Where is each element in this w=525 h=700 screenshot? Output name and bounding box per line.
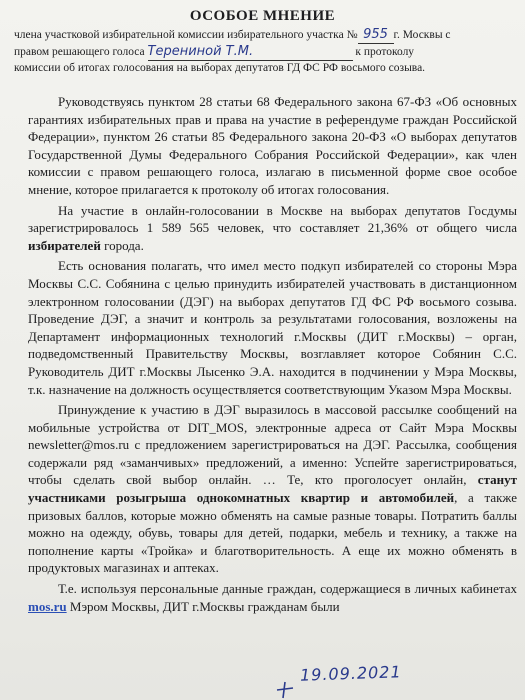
bold-prize-draw: станут участниками розыгрыша однокомнатных квартир и автомобилей — [28, 472, 517, 506]
paragraph-bribery-claim: Есть основания полагать, что имел место подкуп избирателей со стороны Мэра Москвы С.С. Собянина с целью принудить избирателей участвовать в дистанционном электронном голосовании (ДЭГ) на выборах депутатов ГД ФС РФ восьмого созыва. Проведение ДЭГ, а значит и контроль за результатами голосования, возложены на Департамент информационных технологий г.Москвы (ДИТ г.Москвы) – орган, подведомственный Правительству Москвы, возглавляет которое Собянин С.С. Руководитель ДИТ г.Москвы Лысенко Э.А. находится в подчинении у Мэра Москвы, т.к. назначение на должность осуществляется соответствующим Указом Мэра Москвы. — [28, 258, 517, 397]
document-title: ОСОБОЕ МНЕНИЕ — [189, 8, 336, 24]
handwritten-member-name: Терениной Т.М. — [148, 43, 353, 61]
header-text: правом решающего голоса — [14, 46, 145, 58]
mos-ru-link[interactable]: mos.ru — [28, 598, 67, 614]
bold-voters: избирателей — [28, 237, 101, 253]
paragraph-mass-mailing: Принуждение к участию в ДЭГ выразилось в массовой рассылке сообщений на мобильные устройства от DIT_MOS, электронные адреса от Сайт Мэра Москвы newsletter@mos.ru с предложением зарегистрироваться на ДЭГ. Рассылка, сообщения содержали ряд «заманчивых» предложений, а именно: Успейте зарегистрироваться, чтобы сделать свой выбор онлайн. … Те, кто проголосует онлайн, станут участниками розыгрыша однокомнатных квартир и автомобилей, а также призовых баллов, которые можно обменять на самые разные товары. Потратить баллы можно на одежду, обувь, товары для детей, подарки, мебель и технику, а также на пополнение карты «Тройка» и благотворительность. А еще их можно обменять в продуктовых магазинах и аптеках. — [28, 402, 517, 576]
signature-icon — [255, 680, 325, 700]
header-line-2 — [14, 43, 515, 61]
document-body — [28, 93, 517, 618]
header-text: г. Москвы с — [393, 29, 451, 41]
header-line-1 — [14, 26, 515, 44]
header-text: члена участковой избирательной комиссии избирательного участка № — [14, 29, 358, 41]
handwritten-station-number: 955 — [358, 26, 394, 44]
header-line-3: комиссии об итогах голосования на выборах депутатов ГД ФС РФ восьмого созыва. — [14, 62, 426, 74]
paragraph-legal-basis: Руководствуясь пунктом 28 статьи 68 Федерального закона 67-ФЗ «Об основных гарантиях избирательных прав и права на участие в референдуме граждан Российской Федерации», пунктом 26 статьи 85 Федерального закона 20-ФЗ «О выборах депутатов Государственной Думы Федерального Собрания Российской Федерации», как член комиссии с правом решающего голоса, излагаю в письменной форме свое особое мнение, которое прилагается к протоколу об итогах голосования. — [28, 94, 517, 197]
paragraph-registration-stats: На участие в онлайн-голосовании в Москве на выборах депутатов Госдумы зарегистрировалось 1 589 565 человек, что составляет 21,36% от общего числа избирателей города. — [28, 202, 517, 253]
paragraph-personal-data: Т.е. используя персональные данные граждан, содержащиеся в личных кабинетах mos.ru Мэром Москвы, ДИТ г.Москвы гражданам были — [28, 581, 517, 614]
header-text: к протоколу — [355, 46, 415, 58]
handwritten-date: 19.09.2021 — [299, 662, 402, 685]
